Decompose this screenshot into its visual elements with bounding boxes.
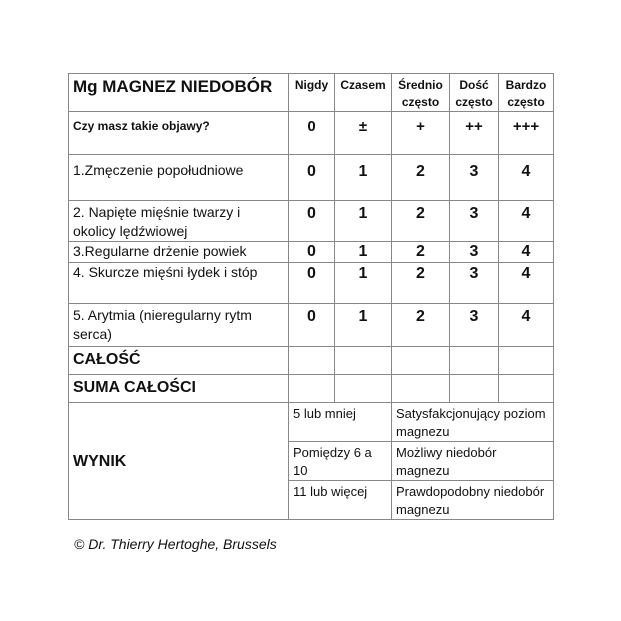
total-cell[interactable] [499, 347, 554, 375]
score: 1 [335, 304, 392, 347]
score: 2 [392, 201, 450, 242]
symbol: ± [335, 112, 392, 155]
total-cell[interactable] [392, 347, 450, 375]
score: 1 [335, 263, 392, 304]
column-header: Bardzo często [499, 74, 554, 112]
result-range: Pomiędzy 6 a 10 [289, 442, 392, 481]
symptom-row [69, 155, 554, 201]
symptom-row [69, 263, 554, 304]
symptom-label: 3.Regularne drżenie powiek [69, 242, 289, 263]
score: 2 [392, 155, 450, 201]
score: 0 [289, 201, 335, 242]
grand-total-cell[interactable] [289, 375, 335, 403]
score: 3 [450, 201, 499, 242]
column-header: Dość często [450, 74, 499, 112]
symptom-row [69, 201, 554, 242]
symbol-row [69, 112, 554, 155]
score: 1 [335, 201, 392, 242]
total-cell[interactable] [289, 347, 335, 375]
score: 0 [289, 263, 335, 304]
result-label: WYNIK [69, 403, 289, 520]
symptom-label: 4. Skurcze mięśni łydek i stóp [69, 263, 289, 304]
symbol: 0 [289, 112, 335, 155]
score: 4 [499, 201, 554, 242]
score: 2 [392, 263, 450, 304]
score: 0 [289, 242, 335, 263]
score: 2 [392, 242, 450, 263]
score: 0 [289, 304, 335, 347]
grand-total-row [69, 375, 554, 403]
table-title: Mg MAGNEZ NIEDOBÓR [69, 74, 289, 112]
total-cell[interactable] [450, 347, 499, 375]
result-range: 11 lub więcej [289, 481, 392, 520]
total-label: CAŁOŚĆ [69, 347, 289, 375]
grand-total-cell[interactable] [392, 375, 450, 403]
column-header: Nigdy [289, 74, 335, 112]
column-header: Średnio często [392, 74, 450, 112]
symbol: + [392, 112, 450, 155]
score: 3 [450, 263, 499, 304]
symbol: ++ [450, 112, 499, 155]
score: 4 [499, 155, 554, 201]
grand-total-cell[interactable] [335, 375, 392, 403]
grand-total-cell[interactable] [499, 375, 554, 403]
result-row [69, 403, 554, 442]
symptom-label: 5. Arytmia (nieregularny rytm serca) [69, 304, 289, 347]
question-label: Czy masz takie objawy? [69, 112, 289, 155]
symptom-row [69, 242, 554, 263]
score: 1 [335, 155, 392, 201]
total-row [69, 347, 554, 375]
symbol: +++ [499, 112, 554, 155]
result-meaning: Prawdopodobny niedobór magnezu [392, 481, 554, 520]
grand-total-label: SUMA CAŁOŚCI [69, 375, 289, 403]
score: 3 [450, 242, 499, 263]
score: 2 [392, 304, 450, 347]
symptom-label: 2. Napięte mięśnie twarzy i okolicy lędźwiowej [69, 201, 289, 242]
score: 3 [450, 155, 499, 201]
score: 0 [289, 155, 335, 201]
score: 4 [499, 263, 554, 304]
score: 4 [499, 242, 554, 263]
magnesium-deficiency-table [68, 73, 554, 520]
header-row [69, 74, 554, 112]
score: 3 [450, 304, 499, 347]
symptom-label: 1.Zmęczenie popołudniowe [69, 155, 289, 201]
score: 1 [335, 242, 392, 263]
total-cell[interactable] [335, 347, 392, 375]
score: 4 [499, 304, 554, 347]
result-range: 5 lub mniej [289, 403, 392, 442]
result-meaning: Satysfakcjonujący poziom magnezu [392, 403, 554, 442]
column-header: Czasem [335, 74, 392, 112]
copyright: © Dr. Thierry Hertoghe, Brussels [74, 536, 277, 552]
symptom-row [69, 304, 554, 347]
grand-total-cell[interactable] [450, 375, 499, 403]
result-meaning: Możliwy niedobór magnezu [392, 442, 554, 481]
